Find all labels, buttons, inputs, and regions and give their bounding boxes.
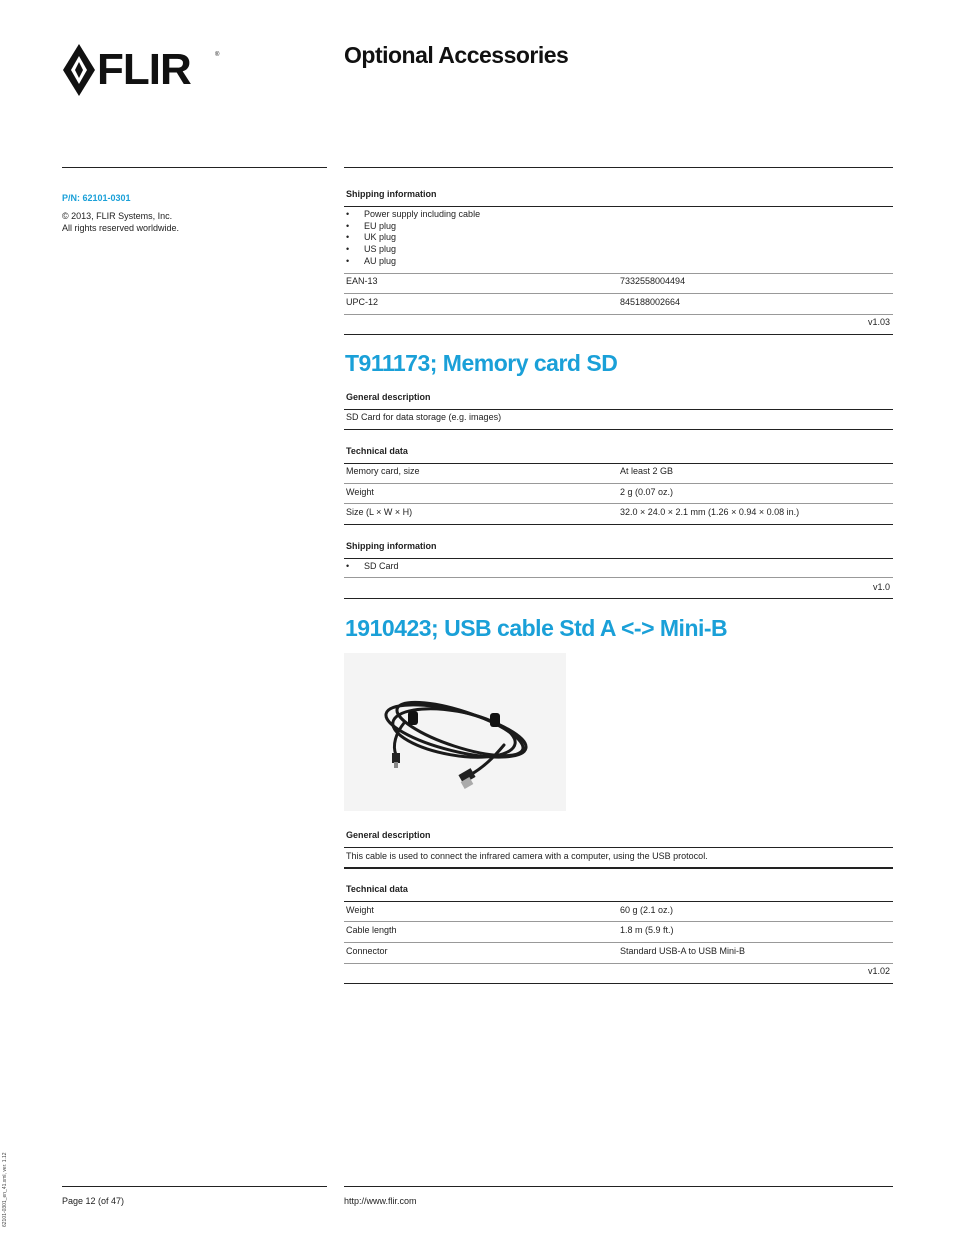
right-footer-rule	[344, 1186, 893, 1187]
table-cell-value: 32.0 × 24.0 × 2.1 mm (1.26 × 0.94 × 0.08 in.)	[620, 507, 800, 517]
rule	[344, 463, 893, 464]
rule	[344, 273, 893, 274]
table-cell-label: Weight	[346, 905, 374, 915]
shipping-info-label: Shipping information	[346, 541, 437, 551]
rule	[344, 577, 893, 578]
general-description-label: General description	[346, 392, 431, 402]
rule	[344, 524, 893, 525]
technical-data-label: Technical data	[346, 884, 408, 894]
table-cell-label: Cable length	[346, 925, 397, 935]
rule	[344, 867, 893, 869]
left-top-rule	[62, 167, 327, 168]
page-number: Page 12 (of 47)	[62, 1196, 125, 1206]
section-heading-memory-card: T911173; Memory card SD	[345, 350, 618, 376]
general-description-label: General description	[346, 830, 431, 840]
technical-data-label: Technical data	[346, 446, 408, 456]
rule	[344, 503, 893, 504]
rule	[344, 901, 893, 902]
copyright	[62, 210, 179, 234]
table-cell-value: 2 g (0.07 oz.)	[620, 487, 674, 497]
registered-mark: ®	[215, 52, 220, 58]
rule	[344, 483, 893, 484]
rule	[344, 598, 893, 599]
upc-value: 845188002664	[620, 297, 681, 307]
copyright-line: © 2013, FLIR Systems, Inc.	[62, 211, 173, 221]
list-item: • US plug	[346, 244, 397, 254]
right-top-rule	[344, 167, 893, 168]
rule	[344, 963, 893, 964]
rule	[344, 983, 893, 984]
version-label: v1.03	[867, 317, 890, 327]
list-item: • SD Card	[346, 561, 399, 571]
flir-logo-mark	[61, 42, 97, 98]
left-footer-rule	[62, 1186, 327, 1187]
website-link[interactable]: http://www.flir.com	[344, 1196, 417, 1206]
page-title: Optional Accessories	[344, 42, 569, 68]
table-cell-value: 1.8 m (5.9 ft.)	[620, 925, 674, 935]
rule	[344, 314, 893, 315]
rule	[344, 293, 893, 294]
rule	[344, 942, 893, 943]
flir-logo-text: FLIR	[97, 45, 191, 94]
ean-label: EAN-13	[346, 276, 378, 286]
table-cell-value: 60 g (2.1 oz.)	[620, 905, 674, 915]
list-item: • AU plug	[346, 256, 397, 266]
rule	[344, 206, 893, 207]
table-cell-label: Weight	[346, 487, 374, 497]
part-number: P/N: 62101-0301	[62, 193, 131, 203]
ean-value: 7332558004494	[620, 276, 686, 286]
table-cell-label: Memory card, size	[346, 466, 420, 476]
table-cell-label: Size (L × W × H)	[346, 507, 413, 517]
usb-cable-photo	[344, 653, 566, 811]
rule	[344, 429, 893, 430]
list-item: • UK plug	[346, 232, 397, 242]
rule	[344, 409, 893, 410]
rule	[344, 558, 893, 559]
rule	[344, 334, 893, 335]
general-description-text: This cable is used to connect the infrared camera with a computer, using the USB protocol.	[346, 851, 708, 861]
rule	[344, 921, 893, 922]
list-item: • EU plug	[346, 221, 397, 231]
table-cell-label: Connector	[346, 946, 388, 956]
list-item: • Power supply including cable	[346, 209, 481, 219]
general-description-text: SD Card for data storage (e.g. images)	[346, 412, 502, 422]
version-label: v1.02	[867, 966, 890, 976]
rights-line: All rights reserved worldwide.	[62, 223, 180, 233]
section-heading-usb-cable: 1910423; USB cable Std A <-> Mini-B	[345, 615, 728, 641]
rule	[344, 847, 893, 848]
table-cell-value: Standard USB-A to USB Mini-B	[620, 946, 746, 956]
shipping-info-label: Shipping information	[346, 189, 437, 199]
version-label: v1.0	[872, 582, 890, 592]
table-cell-value: At least 2 GB	[620, 466, 674, 476]
upc-label: UPC-12	[346, 297, 379, 307]
document-id-vertical: 62101-0301_en_41.xml, ver. 1.12	[2, 1152, 8, 1227]
